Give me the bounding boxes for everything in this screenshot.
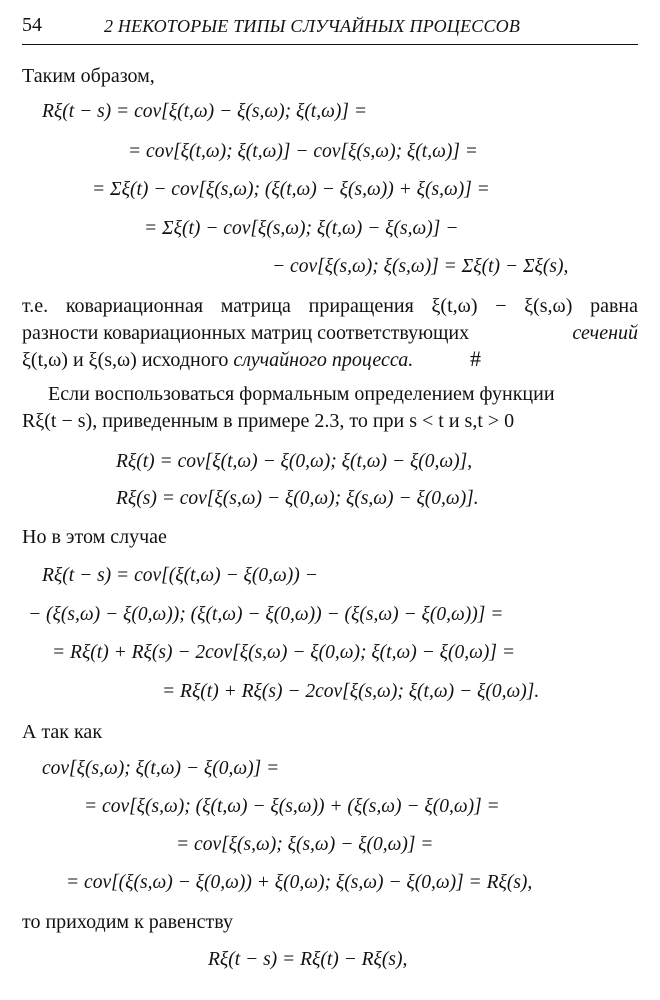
- paragraph-text: А так как: [22, 721, 103, 743]
- emphasis-text: случайного процесса.: [233, 349, 414, 371]
- paragraph-line: [22, 323, 638, 343]
- equation-line: = cov[ξ(s,ω); ξ(s,ω) − ξ(0,ω)] =: [176, 834, 434, 855]
- equation-line: Rξ(s) = cov[ξ(s,ω) − ξ(0,ω); ξ(s,ω) − ξ(0,ω)].: [116, 488, 479, 509]
- equation-line: = Σξ(t) − cov[ξ(s,ω); (ξ(t,ω) − ξ(s,ω)) + ξ(s,ω)] =: [92, 179, 490, 200]
- paragraph-line: [22, 350, 413, 370]
- equation-line: = cov[(ξ(s,ω) − ξ(0,ω)) + ξ(0,ω); ξ(s,ω) − ξ(0,ω)] = Rξ(s),: [66, 872, 533, 893]
- paragraph-text: Если воспользоваться формальным определением функции: [48, 383, 555, 405]
- equation-line: cov[ξ(s,ω); ξ(t,ω) − ξ(0,ω)] =: [42, 758, 280, 779]
- header-rule: [22, 44, 638, 45]
- paragraph-text: Но в этом случае: [22, 526, 167, 548]
- paragraph-text: ξ(t,ω) и ξ(s,ω) исходного: [22, 349, 229, 371]
- paragraph-text: то приходим к равенству: [22, 911, 233, 933]
- equation-line: Rξ(t − s) = cov[ξ(t,ω) − ξ(s,ω); ξ(t,ω)] =: [42, 101, 367, 122]
- equation-line: = Rξ(t) + Rξ(s) − 2cov[ξ(s,ω) − ξ(0,ω); ξ(t,ω) − ξ(0,ω)] =: [52, 642, 515, 663]
- equation-line: = cov[ξ(s,ω); (ξ(t,ω) − ξ(s,ω)) + (ξ(s,ω) − ξ(0,ω)] =: [84, 796, 500, 817]
- equation-line: = Rξ(t) + Rξ(s) − 2cov[ξ(s,ω); ξ(t,ω) − ξ(0,ω)].: [162, 681, 540, 702]
- paragraph-text: Rξ(t − s), приведенным в примере 2.3, то при s < t и s,t > 0: [22, 410, 515, 432]
- equation-line: = cov[ξ(t,ω); ξ(t,ω)] − cov[ξ(s,ω); ξ(t,ω)] =: [128, 141, 478, 162]
- equation-line: Rξ(t − s) = cov[(ξ(t,ω) − ξ(0,ω)) −: [42, 565, 318, 586]
- paragraph-text: разности ковариационных матриц соответствующих: [22, 322, 470, 344]
- equation-line: − cov[ξ(s,ω); ξ(s,ω)] = Σξ(t) − Σξ(s),: [272, 256, 569, 277]
- page-number: 54: [22, 14, 42, 36]
- end-of-example-mark: #: [470, 346, 481, 371]
- paragraph-text: т.е. ковариационная матрица приращения ξ(t,ω) − ξ(s,ω) равна: [22, 295, 638, 317]
- paragraph-text: Таким образом,: [22, 65, 155, 87]
- equation-line: = Σξ(t) − cov[ξ(s,ω); ξ(t,ω) − ξ(s,ω)] −: [144, 218, 459, 239]
- equation-line: Rξ(t − s) = Rξ(t) − Rξ(s),: [208, 949, 408, 970]
- emphasis-text: сечений: [572, 322, 638, 344]
- equation-line: Rξ(t) = cov[ξ(t,ω) − ξ(0,ω); ξ(t,ω) − ξ(0,ω)],: [116, 451, 473, 472]
- running-header: 2 НЕКОТОРЫЕ ТИПЫ СЛУЧАЙНЫХ ПРОЦЕССОВ: [104, 16, 521, 36]
- equation-line: − (ξ(s,ω) − ξ(0,ω)); (ξ(t,ω) − ξ(0,ω)) − (ξ(s,ω) − ξ(0,ω))] =: [28, 604, 504, 625]
